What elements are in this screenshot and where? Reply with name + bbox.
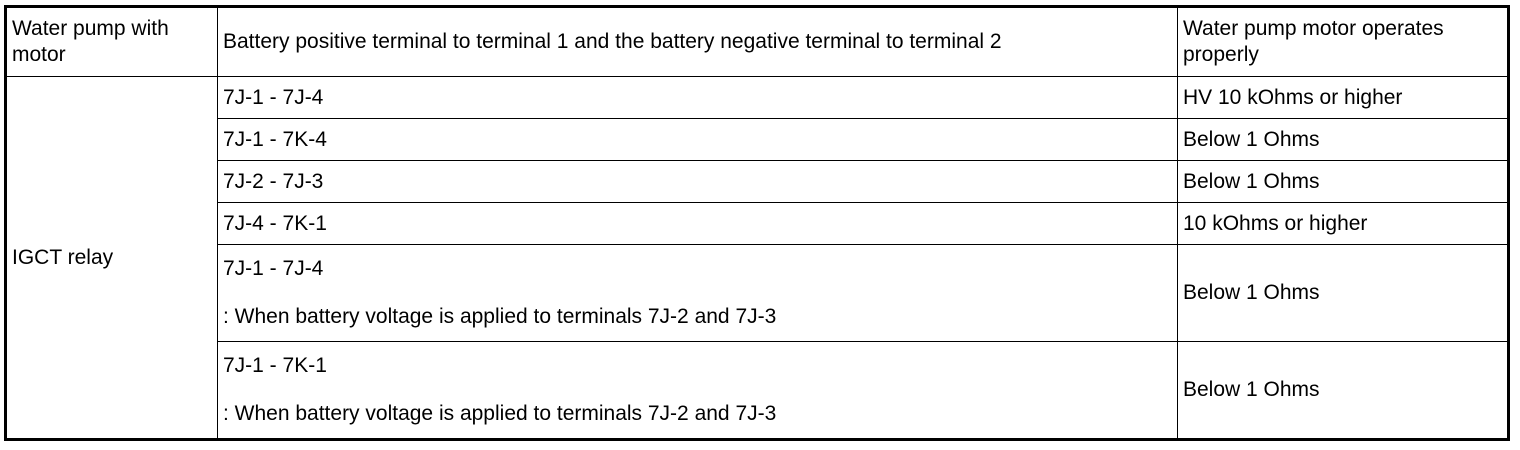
specification-cell: HV 10 kOhms or higher xyxy=(1178,77,1509,119)
table-row xyxy=(6,119,1509,161)
inspection-table xyxy=(4,5,1510,441)
table-row xyxy=(6,7,1509,77)
specification-cell: 10 kOhms or higher xyxy=(1178,203,1509,245)
terminal-label: 7J-1 - 7K-1 xyxy=(223,354,327,377)
component-cell: IGCT relay xyxy=(6,77,218,440)
table-row xyxy=(6,245,1509,342)
table-row xyxy=(6,342,1509,440)
condition-note: : When battery voltage is applied to terminals 7J-2 and 7J-3 xyxy=(223,305,777,328)
specification-cell: Water pump motor operates properly xyxy=(1178,7,1509,77)
table-row xyxy=(6,77,1509,119)
terminal-cell: 7J-2 - 7J-3 xyxy=(218,161,1178,203)
table-row xyxy=(6,203,1509,245)
table-row xyxy=(6,161,1509,203)
specification-cell: Below 1 Ohms xyxy=(1178,342,1509,440)
specification-cell: Below 1 Ohms xyxy=(1178,119,1509,161)
inspection-table-container xyxy=(4,5,1510,441)
terminal-cell xyxy=(218,245,1178,342)
specification-cell: Below 1 Ohms xyxy=(1178,161,1509,203)
terminal-cell xyxy=(218,342,1178,440)
terminal-label: 7J-1 - 7J-4 xyxy=(223,257,324,280)
specification-cell: Below 1 Ohms xyxy=(1178,245,1509,342)
terminal-cell: 7J-1 - 7J-4 xyxy=(218,77,1178,119)
component-cell: Water pump with motor xyxy=(6,7,218,77)
condition-cell: Battery positive terminal to terminal 1 and the battery negative terminal to terminal 2 xyxy=(218,7,1178,77)
condition-note: : When battery voltage is applied to terminals 7J-2 and 7J-3 xyxy=(223,402,777,425)
terminal-cell: 7J-1 - 7K-4 xyxy=(218,119,1178,161)
terminal-cell: 7J-4 - 7K-1 xyxy=(218,203,1178,245)
